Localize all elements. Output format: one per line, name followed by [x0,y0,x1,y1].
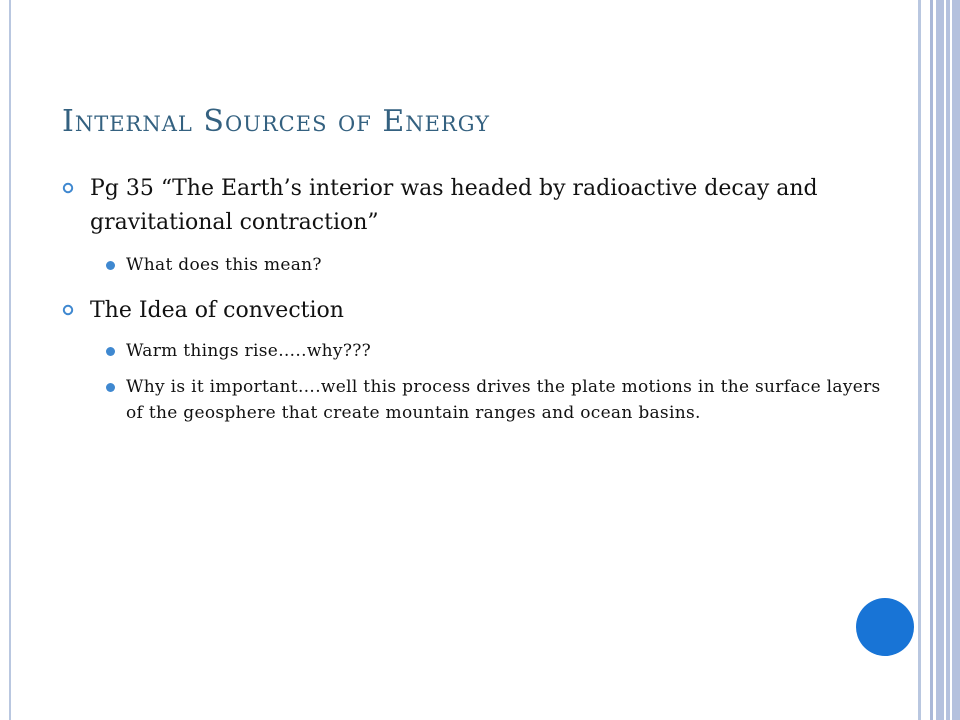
right-stripe-band [936,0,960,720]
slide-content [62,172,882,434]
decorative-circle [856,598,914,656]
slide-title: Internal Sources of Energy [62,104,491,139]
bullet-text: Pg 35 “The Earth’s interior was headed by radioactive decay and gravitational contraction” [90,176,818,235]
ring-bullet-icon [62,182,74,194]
ring-bullet-icon [62,304,74,316]
bullet-item [62,172,882,240]
dot-bullet-icon [106,383,115,392]
right-stripe-gap [944,0,946,720]
right-stripe-gap [950,0,952,720]
sub-bullet-item [62,252,882,278]
dot-bullet-icon [106,347,115,356]
sub-bullet-text: Warm things rise…..why??? [126,341,372,361]
sub-bullet-text: What does this mean? [126,255,322,275]
sub-bullet-item [62,374,882,426]
bullet-text: The Idea of convection [90,298,344,323]
right-stripe-gap [921,0,930,720]
sub-bullet-text: Why is it important….well this process drives the plate motions in the surface layers of the geosphere that create mountain ranges and ocean basins. [126,377,881,423]
bullet-item [62,294,882,328]
sub-bullet-item [62,338,882,364]
left-frame-line [9,0,11,720]
dot-bullet-icon [106,261,115,270]
